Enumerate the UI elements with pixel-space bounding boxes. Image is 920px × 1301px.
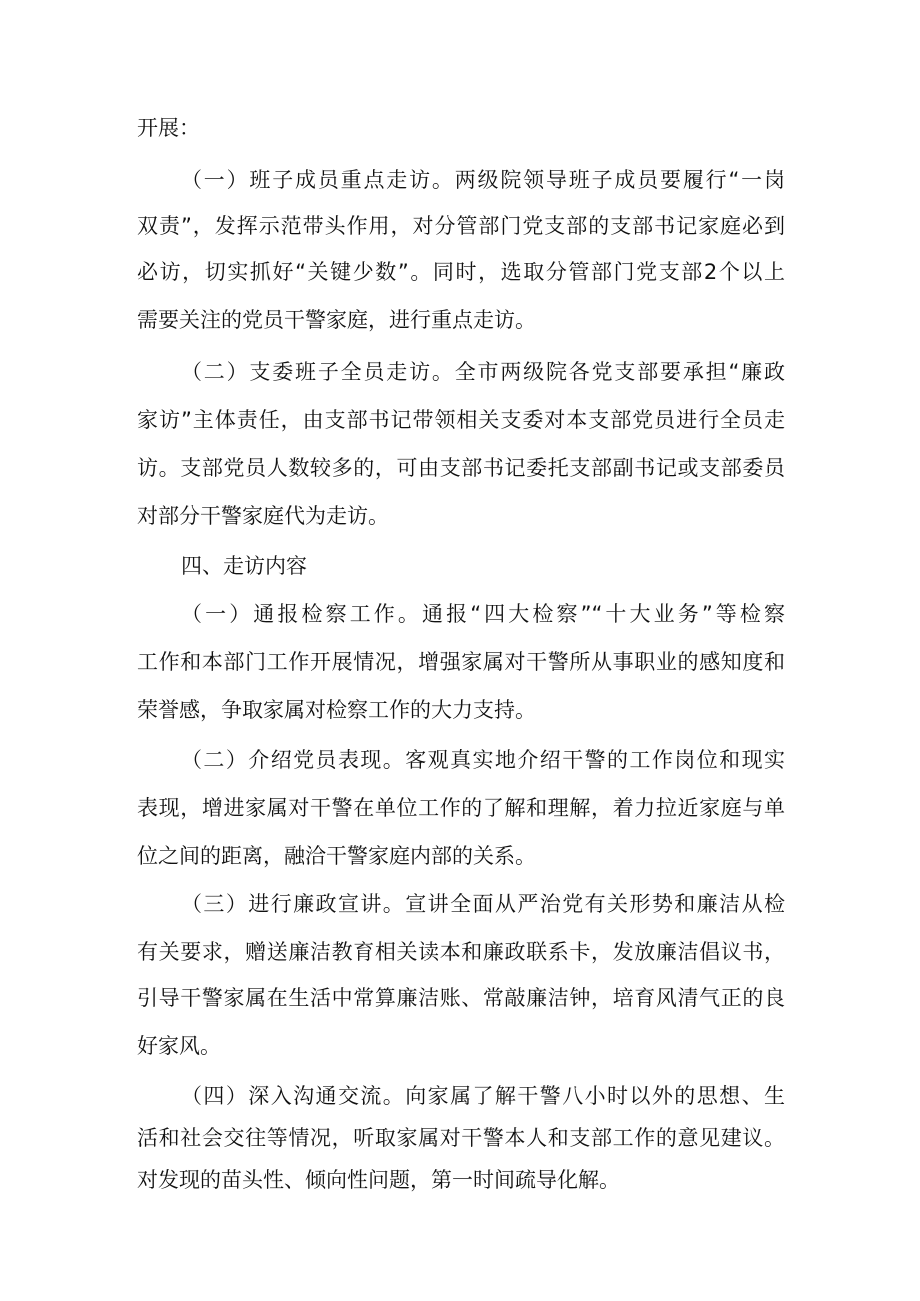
text-line: 家访”主体责任，由支部书记带领相关支委对本支部党员进行全员走 — [137, 408, 785, 432]
text-line: （二）支委班子全员走访。全市两级院各党支部要承担“廉政 — [181, 360, 785, 384]
text-line: 需要关注的党员干警家庭，进行重点走访。 — [137, 308, 536, 332]
text-line: 位之间的距离，融洽干警家庭内部的关系。 — [137, 844, 536, 868]
text-line: 好家风。 — [137, 1034, 221, 1058]
text-line: 四、走访内容 — [181, 554, 307, 578]
text-line: 必访，切实抓好“关键少数”。同时，选取分管部门党支部2个以上 — [137, 260, 785, 284]
text-line: 对部分干警家庭代为走访。 — [137, 504, 389, 528]
text-line: （一）通报检察工作。通报“四大检察”“十大业务”等检察 — [181, 602, 785, 626]
text-line: （二）介绍党员表现。客观真实地介绍干警的工作岗位和现实 — [181, 748, 785, 772]
text-line: 活和社会交往等情况，听取家属对干警本人和支部工作的意见建议。 — [137, 1126, 785, 1150]
text-line: 访。支部党员人数较多的，可由支部书记委托支部副书记或支部委员 — [137, 456, 785, 480]
text-line: 引导干警家属在生活中常算廉洁账、常敲廉洁钟，培育风清气正的良 — [137, 986, 785, 1010]
text-line: 荣誉感，争取家属对检察工作的大力支持。 — [137, 698, 536, 722]
text-line: （一）班子成员重点走访。两级院领导班子成员要履行“一岗 — [181, 168, 785, 192]
text-line: 开展： — [137, 116, 200, 140]
text-line: 双责”，发挥示范带头作用，对分管部门党支部的支部书记家庭必到 — [137, 214, 785, 238]
text-line: 工作和本部门工作开展情况，增强家属对干警所从事职业的感知度和 — [137, 650, 785, 674]
text-line: （四）深入沟通交流。向家属了解干警八小时以外的思想、生 — [181, 1084, 785, 1108]
text-line: 表现，增进家属对干警在单位工作的了解和理解，着力拉近家庭与单 — [137, 796, 785, 820]
text-line: 有关要求，赠送廉洁教育相关读本和廉政联系卡，发放廉洁倡议书， — [137, 940, 785, 964]
text-line: （三）进行廉政宣讲。宣讲全面从严治党有关形势和廉洁从检 — [181, 892, 785, 916]
text-line: 对发现的苗头性、倾向性问题，第一时间疏导化解。 — [137, 1168, 620, 1192]
